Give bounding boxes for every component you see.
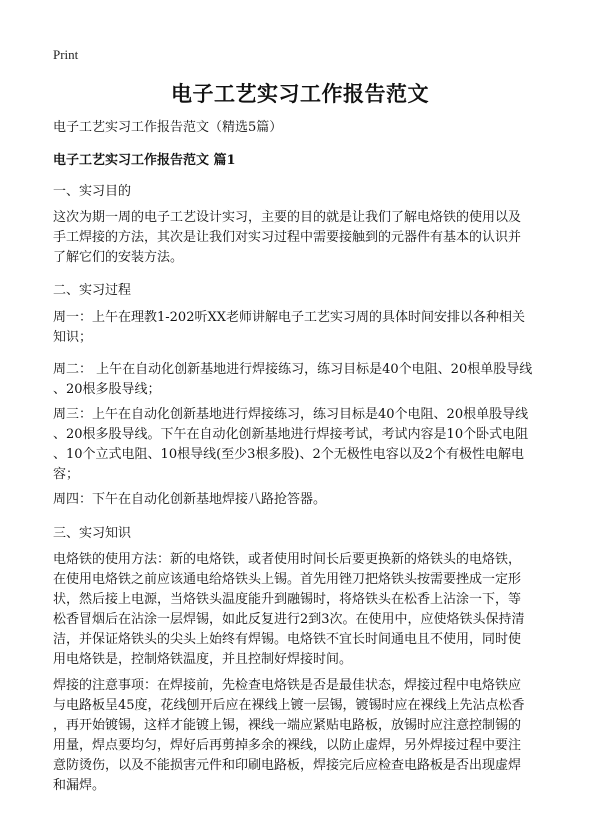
text-line: 用电烙铁是，控制烙铁温度，并且控制好焊接时间。 bbox=[53, 652, 353, 667]
text-line: 电烙铁的使用方法：新的电烙铁，或者使用时间长后要更换新的烙铁头的电烙铁， bbox=[53, 552, 522, 567]
text-line: 容； bbox=[53, 467, 80, 482]
text-line: 周四：下午在自动化创新基地焊接八路抢答器。 bbox=[53, 492, 327, 507]
paragraph-purpose bbox=[53, 208, 553, 268]
print-label: Print bbox=[53, 47, 79, 62]
text-line: 知识； bbox=[53, 330, 93, 345]
heading-process: 二、实习过程 bbox=[53, 283, 132, 298]
text-line: 周二： 上午在自动化创新基地进行焊接练习，练习目标是40个电阻、20根单股导线 bbox=[53, 362, 533, 377]
text-line: ，再开始镀锡，这样才能镀上锡，裸线一端应紧贴电路板，放锡时应注意控制锡的 bbox=[53, 718, 522, 733]
text-line: 、20根多股导线； bbox=[53, 382, 161, 397]
text-line: 焊接的注意事项：在焊接前，先检查电烙铁是否是最佳状态，焊接过程中电烙铁应 bbox=[53, 678, 522, 693]
text-line: 洁，并保证烙铁头的尖头上始终有焊锡。电烙铁不宜长时间通电且不使用，同时使 bbox=[53, 632, 522, 647]
text-line: 了解它们的安装方法。 bbox=[53, 250, 184, 265]
text-line: 与电路板呈45度，花线刨开后应在裸线上镀一层锡，镀锡时应在裸线上先沾点松香 bbox=[53, 698, 525, 713]
text-line: 意防烫伤，以及不能损害元件和印刷电路板，焊接完后应检查电路板是否出现虚焊 bbox=[53, 758, 522, 773]
section-title: 电子工艺实习工作报告范文 篇1 bbox=[53, 153, 236, 168]
text-line: 、20根多股导线。下午在自动化创新基地进行焊接考试，考试内容是10个卧式电阻 bbox=[53, 427, 529, 442]
text-line: 松香冒烟后在沾涂一层焊锡，如此反复进行2到3次。在使用中，应使烙铁头保持清 bbox=[53, 612, 525, 627]
text-line: 手工焊接的方法，其次是让我们对实习过程中需要接触到的元器件有基本的认识并 bbox=[53, 230, 522, 245]
heading-purpose: 一、实习目的 bbox=[53, 184, 132, 199]
paragraph-soldering-notes bbox=[53, 676, 553, 796]
text-line: 、10个立式电阻、10根导线(至少3根多股)、2个无极性电容以及2个有极性电解电 bbox=[53, 447, 525, 462]
heading-knowledge: 三、实习知识 bbox=[53, 526, 132, 541]
text-line: 用量，焊点要均匀，焊好后再剪掉多余的裸线，以防止虚焊，另外焊接过程中要注 bbox=[53, 738, 522, 753]
paragraph-wednesday bbox=[53, 405, 553, 485]
text-line: 这次为期一周的电子工艺设计实习，主要的目的就是让我们了解电烙铁的使用以及 bbox=[53, 210, 522, 225]
text-line: 在使用电烙铁之前应该通电给烙铁头上锡。首先用锉刀把烙铁头按需要挫成一定形 bbox=[53, 572, 522, 587]
document-subtitle: 电子工艺实习工作报告范文（精选5篇） bbox=[53, 120, 283, 135]
text-line: 状，然后接上电源，当烙铁头温度能升到融锡时，将烙铁头在松香上沾涂一下，等 bbox=[53, 592, 522, 607]
paragraph-iron-usage bbox=[53, 550, 553, 670]
text-line: 周一：上午在理教1-202听XX老师讲解电子工艺实习周的具体时间安排以各种相关 bbox=[53, 310, 525, 325]
paragraph-tuesday bbox=[53, 360, 553, 400]
paragraph-monday bbox=[53, 308, 553, 348]
document-title: 电子工艺实习工作报告范文 bbox=[171, 81, 429, 106]
paragraph-thursday bbox=[53, 490, 553, 510]
text-line: 和漏焊。 bbox=[53, 778, 106, 793]
text-line: 周三：上午在自动化创新基地进行焊接练习，练习目标是40个电阻、20根单股导线 bbox=[53, 407, 529, 422]
